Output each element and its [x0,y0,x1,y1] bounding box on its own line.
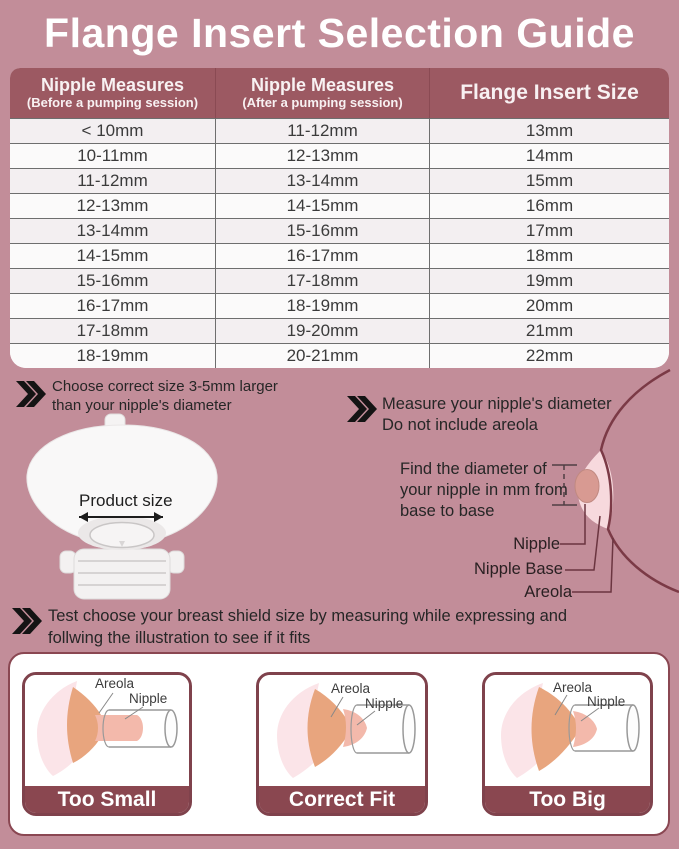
header-title: Nipple Measures [40,74,185,95]
find-line: base to base [400,502,495,520]
table-cell: 13mm [525,121,574,140]
fit-panel-correct-fit [256,672,428,816]
panel-nipple-label: Nipple [365,696,404,711]
table-cell: 19-20mm [216,319,430,343]
tip-line: Measure your nipple's diameter [382,395,612,413]
table-cell: 19mm [525,271,574,290]
diagram-nipple-label: Nipple [513,535,560,553]
panel-illustration [259,675,425,786]
table-header-after [216,68,430,118]
table-cell: 18-19mm [216,294,430,318]
header-subtitle: (Before a pumping session) [26,94,199,110]
panel-illustration [485,675,650,786]
table-cell: 12-13mm [216,144,430,168]
fit-guide-container [8,652,670,836]
table-header-insert-size [430,68,669,118]
table-cell: 21mm [525,321,574,340]
table-row [10,143,669,168]
table-cell: 18mm [525,246,574,265]
table-cell: 22mm [525,346,574,365]
tip-line: Choose correct size 3-5mm larger [52,378,278,395]
tip-line: Test choose your breast shield size by measuring while expressing and [48,607,568,625]
find-line: your nipple in mm from [400,481,568,499]
table-cell: 17mm [525,221,574,240]
double-chevron-icon [16,381,46,407]
table-cell: 16mm [525,196,574,215]
table-row [10,193,669,218]
table-row [10,243,669,268]
panel-caption: Too Big [485,786,650,813]
find-line: Find the diameter of [400,460,547,478]
table-cell: 20-21mm [216,344,430,368]
page-title: Flange Insert Selection Guide [44,10,635,56]
panel-caption: Correct Fit [259,786,425,813]
diagram-nipple-base-label: Nipple Base [474,560,563,578]
tip-line: than your nipple's diameter [52,397,232,414]
product-size-label: Product size [79,491,173,510]
table-cell: 14-15mm [216,194,430,218]
table-cell: 16-17mm [216,244,430,268]
table-cell: 11-12mm [10,169,216,193]
table-row [10,268,669,293]
panel-areola-label: Areola [331,681,371,696]
table-cell: 17-18mm [10,319,216,343]
table-row [10,168,669,193]
table-row [10,118,669,143]
table-cell: 15-16mm [10,269,216,293]
panel-areola-label: Areola [95,676,135,691]
table-row [10,343,669,368]
tip-line: Do not include areola [382,416,538,434]
table-cell: 13-14mm [216,169,430,193]
table-row [10,293,669,318]
table-cell: 15-16mm [216,219,430,243]
table-cell: 20mm [525,296,574,315]
tip-line: follwing the illustration to see if it fits [48,629,311,647]
tip-test-fit [48,605,567,649]
table-cell: 17-18mm [216,269,430,293]
table-cell: 10-11mm [10,144,216,168]
header-title: Flange Insert Size [460,81,639,105]
size-table [10,68,669,368]
table-header-before [10,68,216,118]
tip-choose-size [52,377,278,415]
product-size-arrow [70,509,172,525]
table-row [10,218,669,243]
header-subtitle: (After a pumping session) [242,94,403,110]
table-cell: 11-12mm [216,119,430,143]
header-title: Nipple Measures [250,74,395,95]
diagram-areola-label: Areola [524,583,572,601]
panel-caption: Too Small [25,786,189,813]
fit-panel-too-big [482,672,653,816]
table-header-row [10,68,669,118]
panel-areola-label: Areola [553,680,593,695]
panel-nipple-label: Nipple [129,691,168,706]
table-cell: 14-15mm [10,244,216,268]
double-chevron-icon [347,396,377,422]
table-cell: 15mm [525,171,574,190]
table-cell: 13-14mm [10,219,216,243]
double-chevron-icon [12,608,42,634]
table-cell: 18-19mm [10,344,216,368]
fit-panel-too-small [22,672,192,816]
panel-nipple-label: Nipple [587,694,626,709]
table-rows [10,118,669,368]
table-cell: 14mm [525,146,574,165]
table-cell: 12-13mm [10,194,216,218]
panel-illustration [25,675,189,786]
table-cell: 16-17mm [10,294,216,318]
table-row [10,318,669,343]
table-cell: < 10mm [10,119,216,143]
